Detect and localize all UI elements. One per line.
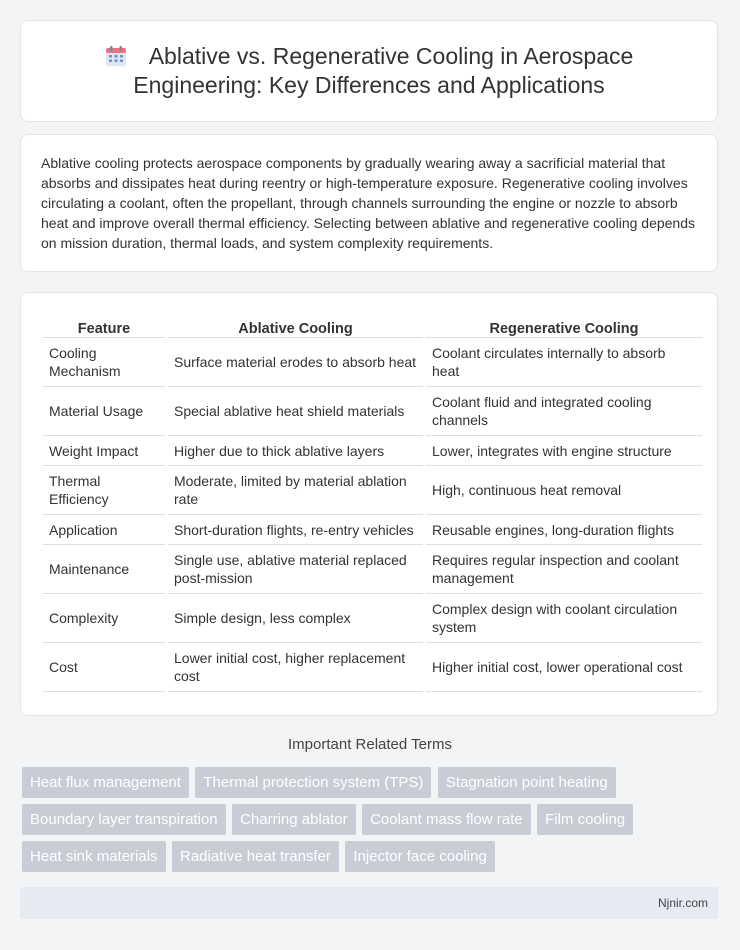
intro-paragraph: Ablative cooling protects aerospace components by gradually wearing away a sacrificial material that absorbs and dissipates heat during reentry or high-temperature exposure. Regenerative cooling involves circulating a coolant, often the propellant, through channels surrounding the engine or nozzle to absorb heat and improve overall thermal efficiency. Selecting between ablative and regenerative cooling depends on mission duration, thermal loads, and system complexity requirements. bbox=[41, 155, 696, 251]
feature-cell: Complexity bbox=[43, 594, 165, 643]
table-row bbox=[43, 515, 702, 545]
intro-card bbox=[20, 134, 718, 272]
feature-cell: Cost bbox=[43, 643, 165, 692]
page-title-text: Ablative vs. Regenerative Cooling in Aerospace Engineering: Key Differences and Applications bbox=[133, 43, 634, 98]
ablative-cell: Higher due to thick ablative layers bbox=[168, 436, 423, 466]
related-term-tag[interactable]: Heat flux management bbox=[22, 767, 189, 798]
related-term-tag[interactable]: Stagnation point heating bbox=[438, 767, 616, 798]
table-row bbox=[43, 643, 702, 692]
related-term-tag[interactable]: Radiative heat transfer bbox=[172, 841, 339, 872]
related-term-tag[interactable]: Boundary layer transpiration bbox=[22, 804, 226, 835]
feature-cell: Weight Impact bbox=[43, 436, 165, 466]
table-row bbox=[43, 545, 702, 594]
related-term-tag[interactable]: Coolant mass flow rate bbox=[362, 804, 531, 835]
table-row bbox=[43, 466, 702, 515]
related-term-tag[interactable]: Heat sink materials bbox=[22, 841, 166, 872]
header-ablative: Ablative Cooling bbox=[168, 315, 423, 338]
footer bbox=[20, 887, 718, 919]
header-feature: Feature bbox=[43, 315, 165, 338]
related-term-tag[interactable]: Thermal protection system (TPS) bbox=[195, 767, 431, 798]
ablative-cell: Lower initial cost, higher replacement cost bbox=[168, 643, 423, 692]
table-row bbox=[43, 436, 702, 466]
related-terms-heading: Important Related Terms bbox=[288, 736, 452, 753]
footer-site-link[interactable]: Njnir.com bbox=[657, 896, 708, 910]
related-term-tag[interactable]: Injector face cooling bbox=[345, 841, 494, 872]
regenerative-cell: Lower, integrates with engine structure bbox=[426, 436, 702, 466]
ablative-cell: Surface material erodes to absorb heat bbox=[168, 338, 423, 387]
related-terms-list bbox=[22, 767, 702, 878]
feature-cell: Maintenance bbox=[43, 545, 165, 594]
regenerative-cell: Reusable engines, long-duration flights bbox=[426, 515, 702, 545]
page-title bbox=[69, 42, 669, 100]
feature-cell: Application bbox=[43, 515, 165, 545]
ablative-cell: Single use, ablative material replaced post-mission bbox=[168, 545, 423, 594]
comparison-table bbox=[40, 315, 705, 692]
regenerative-cell: Coolant fluid and integrated cooling channels bbox=[426, 387, 702, 436]
table-row bbox=[43, 387, 702, 436]
table-row bbox=[43, 594, 702, 643]
ablative-cell: Short-duration flights, re-entry vehicles bbox=[168, 515, 423, 545]
related-term-tag[interactable]: Film cooling bbox=[537, 804, 633, 835]
title-card bbox=[20, 20, 718, 122]
regenerative-cell: High, continuous heat removal bbox=[426, 466, 702, 515]
related-term-tag[interactable]: Charring ablator bbox=[232, 804, 356, 835]
regenerative-cell: Coolant circulates internally to absorb heat bbox=[426, 338, 702, 387]
regenerative-cell: Complex design with coolant circulation system bbox=[426, 594, 702, 643]
regenerative-cell: Higher initial cost, lower operational cost bbox=[426, 643, 702, 692]
comparison-card bbox=[20, 292, 718, 716]
table-header-row bbox=[43, 315, 702, 338]
ablative-cell: Special ablative heat shield materials bbox=[168, 387, 423, 436]
ablative-cell: Moderate, limited by material ablation rate bbox=[168, 466, 423, 515]
feature-cell: Thermal Efficiency bbox=[43, 466, 165, 515]
header-regenerative: Regenerative Cooling bbox=[426, 315, 702, 338]
ablative-cell: Simple design, less complex bbox=[168, 594, 423, 643]
feature-cell: Material Usage bbox=[43, 387, 165, 436]
calendar-icon bbox=[105, 45, 127, 67]
table-row bbox=[43, 338, 702, 387]
regenerative-cell: Requires regular inspection and coolant management bbox=[426, 545, 702, 594]
feature-cell: Cooling Mechanism bbox=[43, 338, 165, 387]
